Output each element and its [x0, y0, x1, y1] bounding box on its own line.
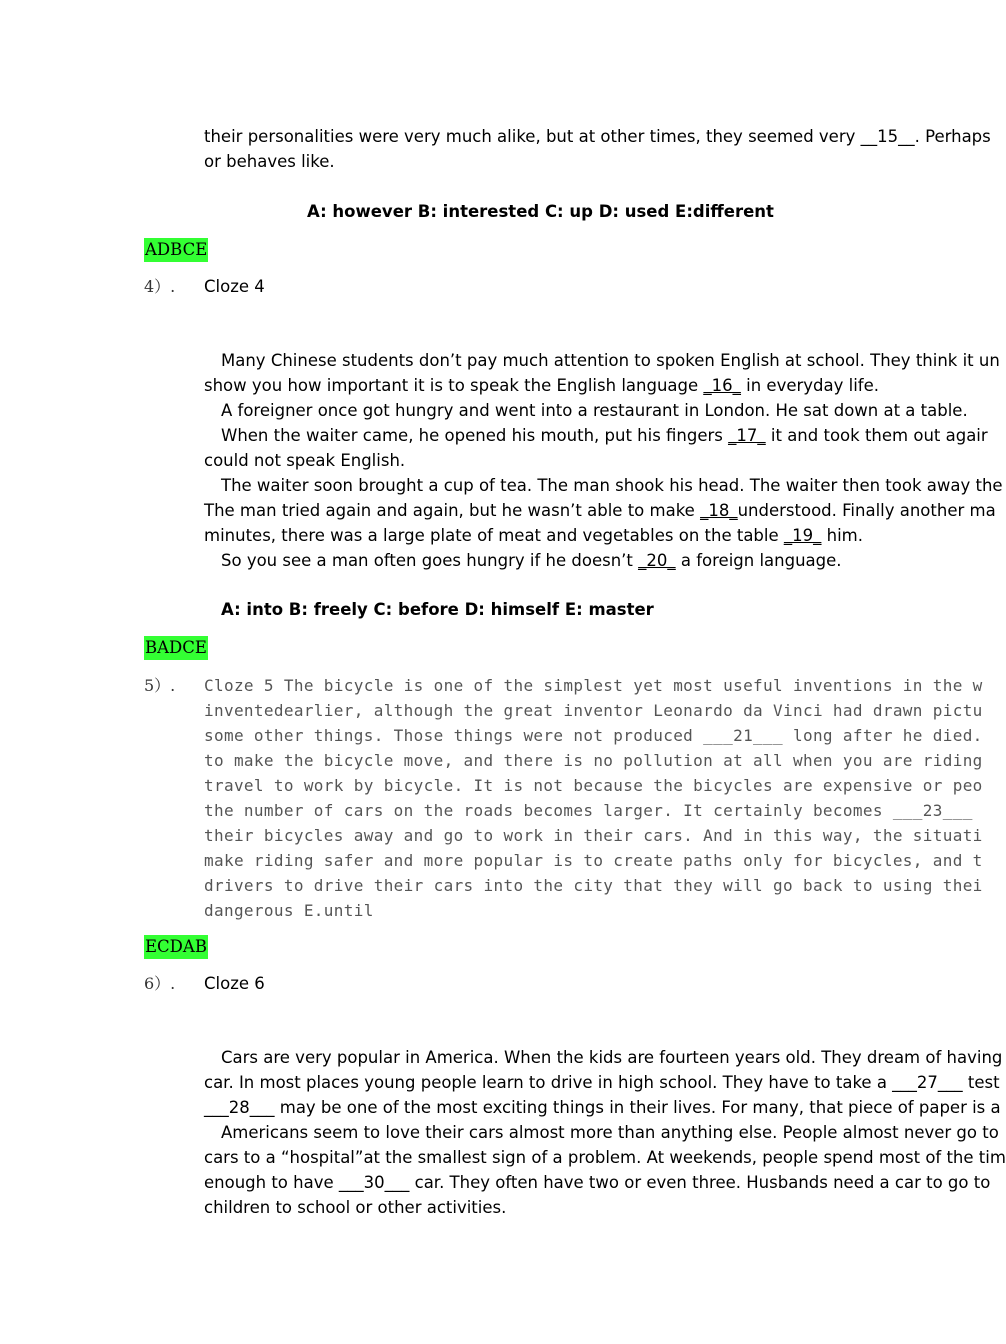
blank-17: _17_: [728, 426, 766, 445]
cloze3-options: A: however B: interested C: up D: used E:different: [307, 202, 774, 221]
text-line: So you see a man often goes hungry if he doesn’t _20_ a foreign language.: [221, 551, 842, 570]
text-line: travel to work by bicycle. It is not because the bicycles are expensive or peo: [204, 776, 983, 795]
cloze5-passage: [204, 673, 983, 923]
cloze-title: Cloze 6: [204, 974, 265, 993]
text-line: make riding safer and more popular is to create paths only for bicycles, and t: [204, 851, 983, 870]
text-line: Many Chinese students don’t pay much attention to spoken English at school. They think it un: [221, 351, 1000, 370]
text-line: When the waiter came, he opened his mouth, put his fingers _17_ it and took them out agair: [221, 426, 988, 445]
item-number: 5）.: [144, 676, 176, 695]
text-line: some other things. Those things were not produced ___21___ long after he died.: [204, 726, 983, 745]
text-line: A foreigner once got hungry and went into a restaurant in London. He sat down at a table.: [221, 401, 968, 420]
text-line: or behaves like.: [204, 152, 335, 171]
answer-key-3: ADBCE: [144, 238, 208, 262]
text-line: car. In most places young people learn to drive in high school. They have to take a ___27___ test: [204, 1073, 1000, 1092]
answer-key-4: BADCE: [144, 636, 208, 660]
text-line: could not speak English.: [204, 451, 406, 470]
text-line: Cars are very popular in America. When the kids are fourteen years old. They dream of having: [221, 1048, 1003, 1067]
text-line: The man tried again and again, but he wasn’t able to make _18_understood. Finally another ma: [204, 501, 996, 520]
text-line: children to school or other activities.: [204, 1198, 507, 1217]
item-number: 6）.: [144, 974, 176, 993]
text-line: to make the bicycle move, and there is no pollution at all when you are riding: [204, 751, 983, 770]
text-line: inventedearlier, although the great inventor Leonardo da Vinci had drawn pictu: [204, 701, 983, 720]
text-line: Cloze 5 The bicycle is one of the simplest yet most useful inventions in the w: [204, 676, 983, 695]
text-line: The waiter soon brought a cup of tea. The man shook his head. The waiter then took away the: [221, 476, 1003, 495]
cloze4-options: A: into B: freely C: before D: himself E: master: [221, 600, 654, 619]
text-line: Americans seem to love their cars almost more than anything else. People almost never go to: [221, 1123, 999, 1142]
cloze3-paragraph: [204, 124, 991, 174]
blank-18: _18_: [700, 501, 738, 520]
text-line: show you how important it is to speak the English language _16_ in everyday life.: [204, 376, 880, 395]
cloze4-passage: [204, 348, 1003, 573]
answer-key-5: ECDAB: [144, 935, 208, 959]
cloze6-passage: [204, 1045, 1006, 1220]
blank-16: _16_: [703, 376, 741, 395]
blank-20: _20_: [638, 551, 676, 570]
text-line: minutes, there was a large plate of meat and vegetables on the table _19_ him.: [204, 526, 863, 545]
text-line: their bicycles away and go to work in their cars. And in this way, the situati: [204, 826, 983, 845]
cloze-title: Cloze 4: [204, 277, 265, 296]
text-line: cars to a “hospital”at the smallest sign of a problem. At weekends, people spend most of the tim: [204, 1148, 1006, 1167]
text-line: the number of cars on the roads becomes larger. It certainly becomes ___23___: [204, 801, 973, 820]
blank-19: _19_: [783, 526, 822, 545]
text-line: ___28___ may be one of the most exciting things in their lives. For many, that piece of paper is a: [204, 1098, 1001, 1117]
text-line: drivers to drive their cars into the city that they will go back to using thei: [204, 876, 983, 895]
text-line: dangerous E.until: [204, 901, 374, 920]
item-number: 4）.: [144, 277, 176, 296]
text-line: enough to have ___30___ car. They often have two or even three. Husbands need a car to go to: [204, 1173, 991, 1192]
text-line: their personalities were very much alike, but at other times, they seemed very __15__. Perhaps: [204, 127, 991, 146]
